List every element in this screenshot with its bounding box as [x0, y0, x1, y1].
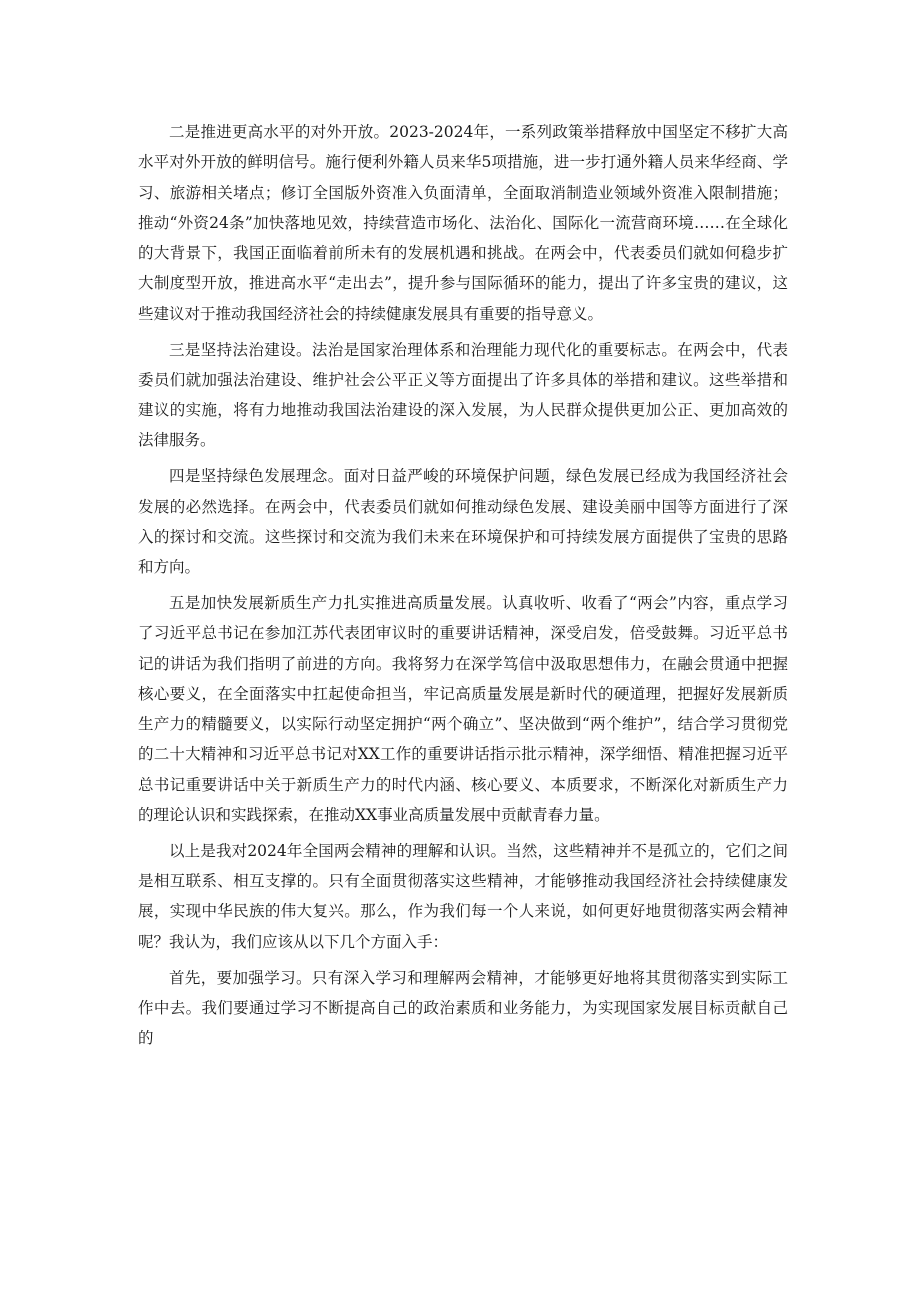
document-body	[138, 117, 788, 1053]
paragraph-strengthen-learning: 首先，要加强学习。只有深入学习和理解两会精神，才能够更好地将其贯彻落实到实际工作中去。我们要通过学习不断提高自己的政治素质和业务能力，为实现国家发展目标贡献自己的	[138, 968, 788, 1048]
paragraph-new-productive-forces: 五是加快发展新质生产力扎实推进高质量发展。认真收听、收看了“两会”内容，重点学习了习近平总书记在参加江苏代表团审议时的重要讲话精神，深受启发，倍受鼓舞。习近平总书记的讲话为我们指明了前进的方向。我将努力在深学笃信中汲取思想伟力，在融会贯通中把握核心要义，在全面落实中扛起使命担当，牢记高质量发展是新时代的硬道理，把握好发展新质生产力的精髓要义，以实际行动坚定拥护“两个确立”、坚决做到“两个维护”，结合学习贯彻党的二十大精神和习近平总书记对XX工作的重要讲话指示批示精神，深学细悟、精准把握习近平总书记重要讲话中关于新质生产力的时代内涵、核心要义、本质要求，不断深化对新质生产力的理论认识和实践探索，在推动XX事业高质量发展中贡献青春力量。	[138, 593, 788, 825]
paragraph-summary: 以上是我对2024年全国两会精神的理解和认识。当然，这些精神并不是孤立的，它们之间是相互联系、相互支撑的。只有全面贯彻落实这些精神，才能够推动我国经济社会持续健康发展，实现中华民族的伟大复兴。那么，作为我们每一个人来说，如何更好地贯彻落实两会精神呢？我认为，我们应该从以下几个方面入手：	[138, 841, 788, 951]
paragraph-opening-up: 二是推进更高水平的对外开放。2023-2024年，一系列政策举措释放中国坚定不移扩大高水平对外开放的鲜明信号。施行便利外籍人员来华5项措施，进一步打通外籍人员来华经商、学习、旅游相关堵点；修订全国版外资准入负面清单，全面取消制造业领域外资准入限制措施；推动“外资24条”加快落地见效，持续营造市场化、法治化、国际化一流营商环境……在全球化的大背景下，我国正面临着前所未有的发展机遇和挑战。在两会中，代表委员们就如何稳步扩大制度型开放，推进高水平“走出去”，提升参与国际循环的能力，提出了许多宝贵的建议，这些建议对于推动我国经济社会的持续健康发展具有重要的指导意义。	[138, 123, 788, 323]
paragraph-rule-of-law: 三是坚持法治建设。法治是国家治理体系和治理能力现代化的重要标志。在两会中，代表委员们就加强法治建设、维护社会公平正义等方面提出了许多具体的举措和建议。这些举措和建议的实施，将有力地推动我国法治建设的深入发展，为人民群众提供更加公正、更加高效的法律服务。	[138, 340, 788, 450]
paragraph-green-development: 四是坚持绿色发展理念。面对日益严峻的环境保护问题，绿色发展已经成为我国经济社会发展的必然选择。在两会中，代表委员们就如何推动绿色发展、建设美丽中国等方面进行了深入的探讨和交流。这些探讨和交流为我们未来在环境保护和可持续发展方面提供了宝贵的思路和方向。	[138, 467, 788, 577]
